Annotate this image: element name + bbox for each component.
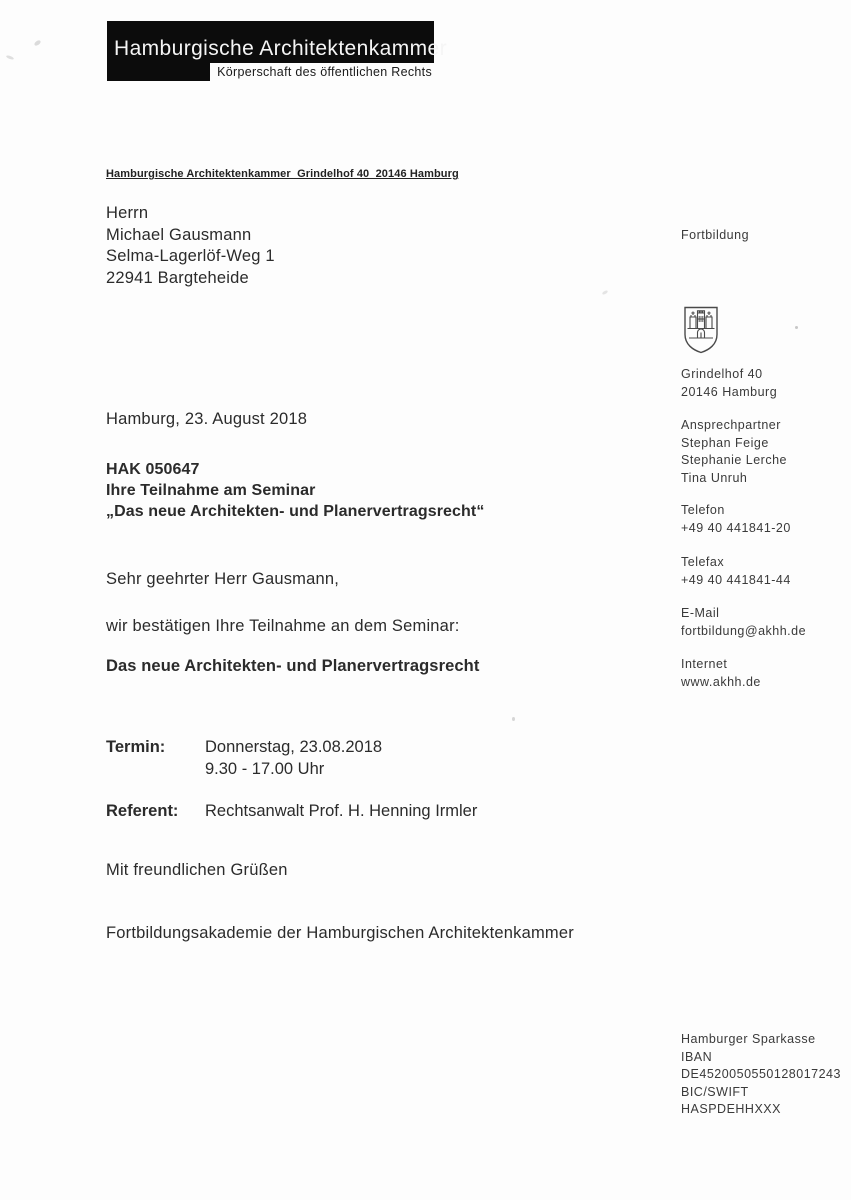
recipient-line: Herrn [106,204,149,222]
email-address: fortbildung@akhh.de [681,623,807,638]
seminar-title: Das neue Architekten- und Planervertragsrecht [106,657,480,675]
contact-person: Stephanie Lerche [681,453,787,467]
bic-label: BIC/SWIFT [681,1084,749,1099]
fax-label: Telefax [681,555,725,569]
recipient-line: Selma-Lagerlöf-Weg 1 [106,247,275,265]
phone-label: Telefon [681,503,725,517]
termin-time: 9.30 - 17.00 Uhr [205,760,325,778]
phone-number: +49 40 441841-20 [681,520,791,535]
scan-speck [512,717,515,721]
confirmation-sentence: wir bestätigen Ihre Teilnahme an dem Seminar: [106,617,460,635]
scan-speck [795,326,798,329]
termin-date: Donnerstag, 23.08.2018 [205,738,383,756]
fax-number: +49 40 441841-44 [681,572,791,587]
email-label: E-Mail [681,606,720,620]
termin-value [205,736,382,780]
signature-line: Fortbildungsakademie der Hamburgischen Architektenkammer [106,924,574,942]
office-street: Grindelhof 40 [681,367,763,381]
scan-speck [6,55,15,61]
bank-details [681,1031,851,1119]
referent-label: Referent: [106,802,179,820]
department-label: Fortbildung [681,228,750,242]
bic-value: HASPDEHHXXX [681,1102,781,1116]
subject-line: Ihre Teilnahme am Seminar [106,482,316,499]
email-block [681,605,806,640]
contact-person: Stephan Feige [681,435,769,450]
hamburg-coat-of-arms-icon [681,306,721,359]
reference-number: HAK 050647 [106,461,200,478]
iban-value: DE4520050550128017243 [681,1067,841,1081]
recipient-line: 22941 Bargteheide [106,268,249,287]
subject-line: „Das neue Architekten- und Planervertragsrecht“ [106,503,485,520]
office-address [681,366,777,401]
sender-return-address: Hamburgische Architektenkammer Grindelhof 40 20146 Hamburg [106,168,459,180]
website-label: Internet [681,657,728,671]
referent-row [106,800,477,822]
bank-name: Hamburger Sparkasse [681,1032,816,1046]
iban-label: IBAN [681,1049,713,1064]
scan-speck [602,290,609,296]
contact-person: Tina Unruh [681,470,748,485]
closing-phrase: Mit freundlichen Grüßen [106,861,288,879]
termin-label: Termin: [106,738,166,756]
recipient-address [106,203,275,289]
referent-value: Rechtsanwalt Prof. H. Henning Irmler [205,802,478,820]
subject-block [106,459,484,522]
contact-label: Ansprechpartner [681,418,781,432]
logo-subtitle: Körperschaft des öffentlichen Rechts [210,63,436,82]
termin-row [106,736,382,780]
website-block [681,656,761,691]
recipient-line: Michael Gausmann [106,225,252,244]
phone-block [681,502,791,537]
website-url: www.akhh.de [681,674,761,689]
organization-logo [107,21,447,81]
salutation: Sehr geehrter Herr Gausmann, [106,570,340,588]
fax-block [681,554,791,589]
logo-title: Hamburgische Architektenkammer [114,37,447,60]
office-city: 20146 Hamburg [681,384,778,399]
scan-speck [33,39,41,46]
dateline: Hamburg, 23. August 2018 [106,410,308,428]
contact-persons [681,417,787,487]
